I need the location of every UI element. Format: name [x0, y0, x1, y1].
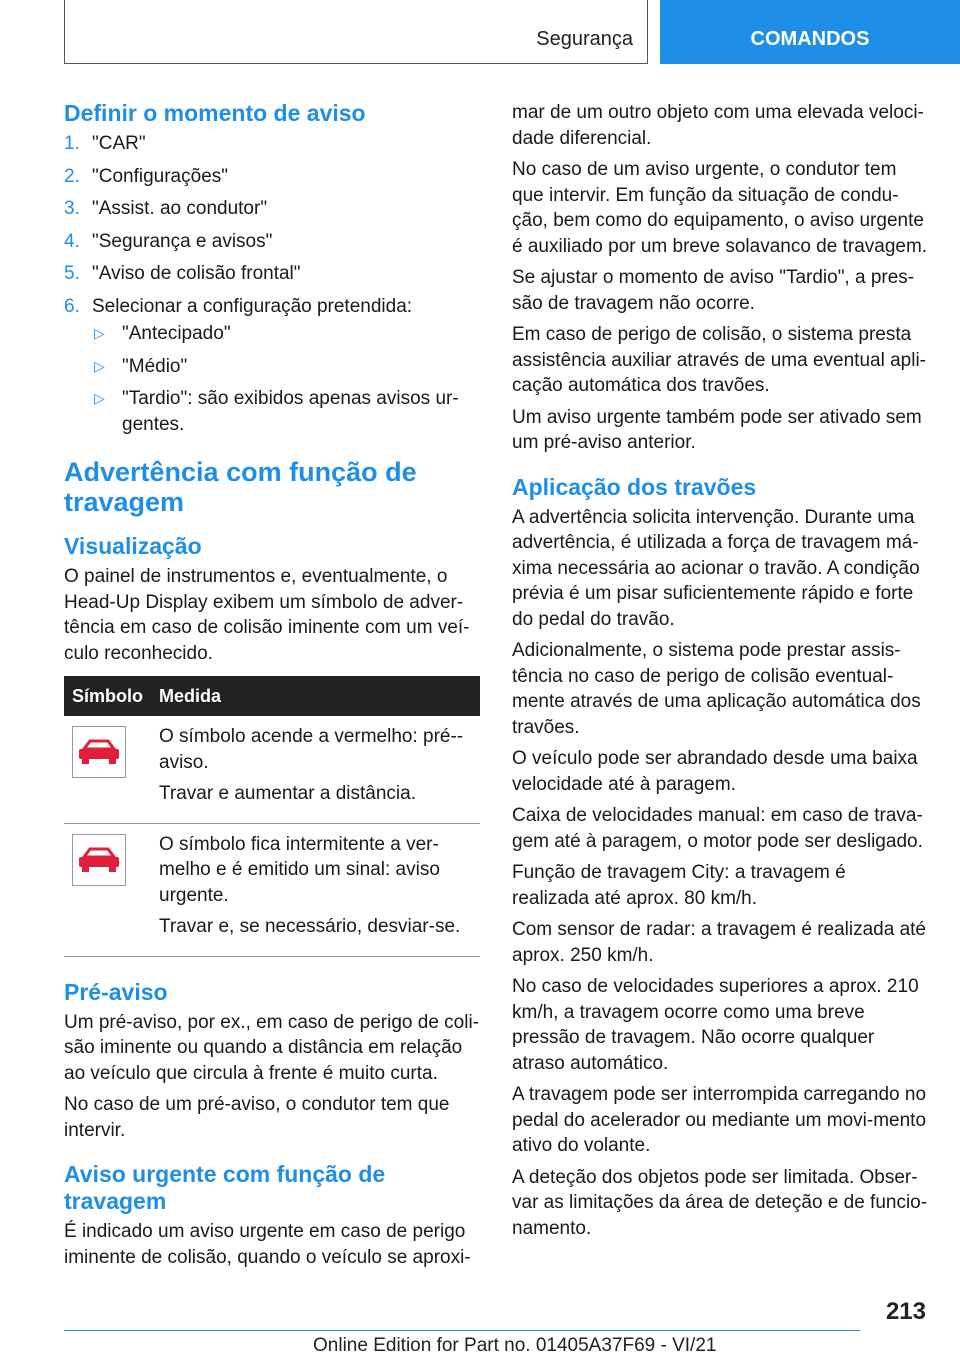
prewarning-paragraph-1: Um pré-aviso, por ex., em caso de perigo de coli-são iminente ou quando a distância em relação ao veículo que circula à frente é muito curta.: [64, 1011, 480, 1084]
brakes-paragraph: A deteção dos objetos pode ser limitada. Obser-var as limitações da área de deteção e de funcio-namento.: [512, 1166, 928, 1239]
step-item: [64, 261, 480, 287]
page-number: 213: [885, 1298, 926, 1325]
urgent-paragraph-3: No caso de um aviso urgente, o condutor tem que intervir. Em função da situação de condu-ção, bem como do equipamento, o aviso urgente é auxiliado por um breve solavanco de travagem.: [512, 159, 928, 257]
step-number: 3.: [64, 198, 80, 219]
col-header-measure: Medida: [151, 676, 480, 716]
table-row: [64, 716, 480, 823]
prewarning-paragraph-2: No caso de um pré-aviso, o condutor tem que intervir.: [64, 1094, 450, 1141]
step-number: 6.: [64, 295, 80, 317]
col-header-symbol: Símbolo: [64, 676, 151, 716]
footer-divider: [64, 1330, 860, 1331]
step-text: Selecionar a configuração pretendida:: [92, 295, 413, 317]
option-text: "Médio": [122, 355, 188, 377]
header-section-title: Segurança: [536, 28, 633, 50]
option-text: "Tardio": são exibidos apenas avisos ur-gentes.: [122, 388, 459, 435]
brakes-paragraph: Caixa de velocidades manual: em caso de trava-gem até à paragem, o motor pode ser desligado.: [512, 805, 923, 852]
urgent-paragraph-1: É indicado um aviso urgente em caso de perigo iminente de colisão, quando o veículo se aproxi-: [64, 1221, 471, 1268]
left-column: [64, 100, 480, 1276]
table-row: [64, 823, 480, 956]
measure-text: Travar e aumentar a distância.: [159, 783, 416, 804]
right-column: [512, 100, 928, 1247]
step-number: 5.: [64, 263, 80, 284]
brakes-paragraph: A travagem pode ser interrompida carregando no pedal do acelerador ou mediante um movi-mento ativo do volante.: [512, 1084, 927, 1156]
heading-urgent-warning: Aviso urgente com função de travagem: [64, 1161, 386, 1214]
measure-text: Travar e, se necessário, desviar-se.: [159, 916, 461, 937]
heading-brake-application: Aplicação dos travões: [512, 473, 757, 500]
option-item: [92, 354, 480, 380]
brakes-paragraph: Função de travagem City: a travagem é realizada até aprox. 80 km/h.: [512, 862, 846, 909]
car-warning-icon: [72, 726, 126, 778]
list-triangle-icon: ▷: [94, 390, 105, 406]
header-box: [64, 0, 648, 64]
heading-prewarning: Pré-aviso: [64, 978, 168, 1005]
brakes-paragraph: O veículo pode ser abrandado desde uma baixa velocidade até à paragem.: [512, 748, 918, 795]
step-number: 1.: [64, 133, 80, 154]
footer-edition: Online Edition for Part no. 01405A37F69 - VI/21: [313, 1335, 717, 1356]
step-text: "Configurações": [92, 165, 229, 187]
brakes-paragraph: A advertência solicita intervenção. Durante uma advertência, é utilizada a força de travagem má-xima necessária ao acionar o travão. A condição prévia é um pisar suficientemente rápido e forte do pedal do travão.: [512, 506, 920, 630]
step-number: 2.: [64, 165, 80, 187]
step-text: "Assist. ao condutor": [92, 198, 268, 219]
urgent-paragraph-2: mar de um outro objeto com uma elevada veloci-dade diferencial.: [512, 102, 924, 149]
car-warning-icon: [72, 834, 126, 886]
option-item: [92, 321, 480, 347]
brakes-paragraph: Adicionalmente, o sistema pode prestar assis-tência no caso de perigo de colisão eventual-mente através de uma aplicação automática dos travões.: [512, 640, 921, 738]
urgent-paragraph-5: Em caso de perigo de colisão, o sistema presta assistência auxiliar através de uma eventual apli-cação automática dos travões.: [512, 324, 926, 396]
step-item: [64, 131, 480, 157]
brakes-paragraph: Com sensor de radar: a travagem é realizada até aprox. 250 km/h.: [512, 919, 926, 966]
display-paragraph: O painel de instrumentos e, eventualmente, o Head-Up Display exibem um símbolo de adver-tência em caso de colisão iminente com um veí-culo reconhecido.: [64, 566, 470, 664]
list-triangle-icon: ▷: [94, 325, 105, 341]
step-text: "Aviso de colisão frontal": [92, 263, 301, 284]
step-item: [64, 294, 480, 438]
brakes-paragraph: No caso de velocidades superiores a aprox. 210 km/h, a travagem ocorre como uma breve pressão de travagem. Não ocorre qualquer atraso automático.: [512, 976, 919, 1074]
options-list: [92, 321, 480, 437]
step-number: 4.: [64, 230, 80, 252]
heading-display: Visualização: [64, 533, 202, 559]
measure-text: O símbolo fica intermitente a ver-melho e é emitido um sinal: aviso urgente.: [159, 833, 440, 906]
symbol-table: [64, 676, 480, 957]
option-item: [92, 386, 480, 437]
step-item: [64, 164, 480, 190]
option-text: "Antecipado": [122, 323, 231, 344]
heading-warning-timing: Definir o momento de aviso: [64, 100, 366, 126]
heading-warning-braking: Advertência com função de travagem: [64, 457, 417, 517]
urgent-paragraph-6: Um aviso urgente também pode ser ativado sem um pré-aviso anterior.: [512, 406, 922, 453]
header-tab-comandos[interactable]: COMANDOS: [660, 0, 960, 64]
step-text: "CAR": [92, 133, 146, 154]
steps-list: [64, 131, 480, 437]
step-item: [64, 196, 480, 222]
list-triangle-icon: ▷: [94, 357, 105, 374]
measure-text: O símbolo acende a vermelho: pré--aviso.: [159, 726, 464, 773]
urgent-paragraph-4: Se ajustar o momento de aviso "Tardio", a pres-são de travagem não ocorre.: [512, 267, 915, 314]
step-text: "Segurança e avisos": [92, 230, 273, 252]
step-item: [64, 229, 480, 255]
